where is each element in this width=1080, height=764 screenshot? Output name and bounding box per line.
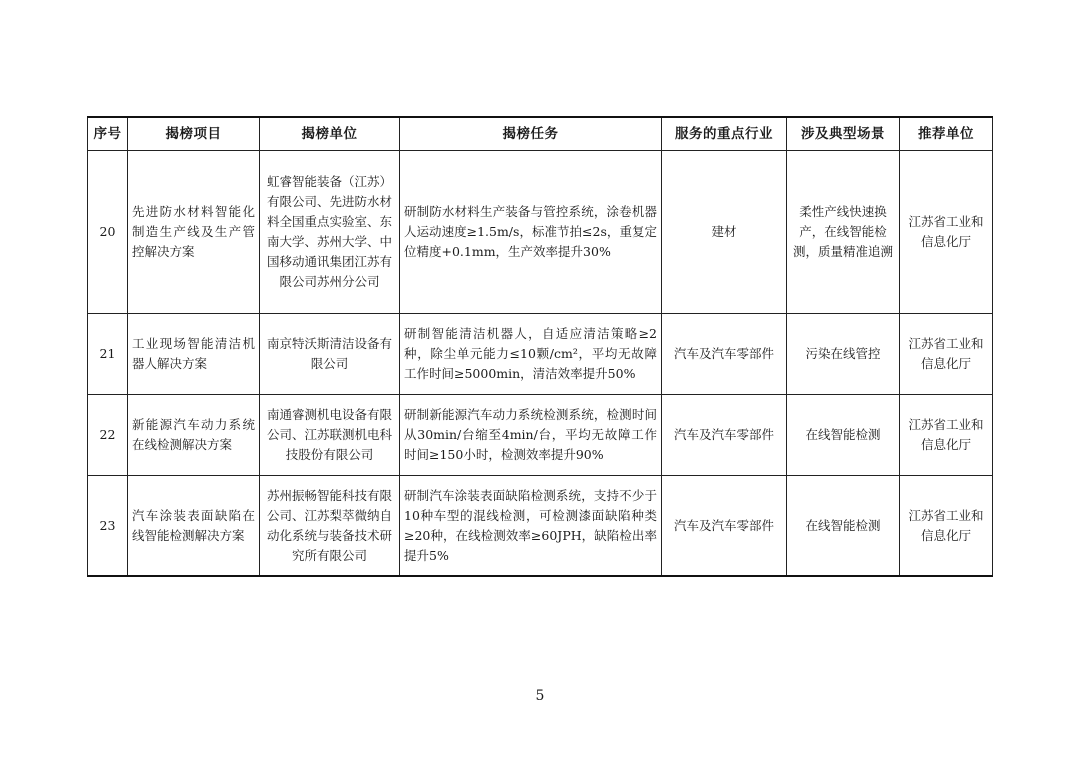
row-industry: 汽车及汽车零部件	[662, 395, 787, 476]
row-number: 23	[88, 476, 128, 577]
header-unit: 揭榜单位	[260, 117, 400, 151]
header-recommender: 推荐单位	[900, 117, 993, 151]
row-task: 研制新能源汽车动力系统检测系统，检测时间从30min/台缩至4min/台，平均无故障工作时间≥150小时，检测效率提升90%	[400, 395, 662, 476]
page-number: 5	[535, 688, 545, 704]
table-row	[88, 395, 993, 476]
row-scenario: 在线智能检测	[787, 395, 900, 476]
row-recommender: 江苏省工业和信息化厅	[900, 395, 993, 476]
table-row	[88, 314, 993, 395]
header-project: 揭榜项目	[128, 117, 260, 151]
row-unit: 南通睿测机电设备有限公司、江苏联测机电科技股份有限公司	[260, 395, 400, 476]
row-recommender: 江苏省工业和信息化厅	[900, 151, 993, 314]
row-industry: 汽车及汽车零部件	[662, 476, 787, 577]
header-scenario: 涉及典型场景	[787, 117, 900, 151]
project-table	[87, 116, 993, 577]
header-no: 序号	[88, 117, 128, 151]
row-unit: 苏州振畅智能科技有限公司、江苏梨萃微纳自动化系统与装备技术研究所有限公司	[260, 476, 400, 577]
row-recommender: 江苏省工业和信息化厅	[900, 314, 993, 395]
row-industry: 汽车及汽车零部件	[662, 314, 787, 395]
row-project: 新能源汽车动力系统在线检测解决方案	[128, 395, 260, 476]
row-task: 研制智能清洁机器人，自适应清洁策略≥2种，除尘单元能力≤10颗/cm²，平均无故障工作时间≥5000min，清洁效率提升50%	[400, 314, 662, 395]
header-industry: 服务的重点行业	[662, 117, 787, 151]
row-project: 先进防水材料智能化制造生产线及生产管控解决方案	[128, 151, 260, 314]
row-scenario: 柔性产线快速换产，在线智能检测，质量精准追溯	[787, 151, 900, 314]
table-row	[88, 151, 993, 314]
row-task: 研制汽车涂装表面缺陷检测系统，支持不少于10种车型的混线检测，可检测漆面缺陷种类≥20种，在线检测效率≥60JPH，缺陷检出率提升5%	[400, 476, 662, 577]
row-project: 汽车涂装表面缺陷在线智能检测解决方案	[128, 476, 260, 577]
row-recommender: 江苏省工业和信息化厅	[900, 476, 993, 577]
table-header-row	[88, 117, 993, 151]
row-task: 研制防水材料生产装备与管控系统，涂卷机器人运动速度≥1.5m/s，标准节拍≤2s，重复定位精度+0.1mm，生产效率提升30%	[400, 151, 662, 314]
row-scenario: 污染在线管控	[787, 314, 900, 395]
row-project: 工业现场智能清洁机器人解决方案	[128, 314, 260, 395]
row-number: 20	[88, 151, 128, 314]
table-row	[88, 476, 993, 577]
row-number: 22	[88, 395, 128, 476]
row-number: 21	[88, 314, 128, 395]
header-task: 揭榜任务	[400, 117, 662, 151]
row-industry: 建材	[662, 151, 787, 314]
row-scenario: 在线智能检测	[787, 476, 900, 577]
row-unit: 虹睿智能装备（江苏）有限公司、先进防水材料全国重点实验室、东南大学、苏州大学、中国移动通讯集团江苏有限公司苏州分公司	[260, 151, 400, 314]
row-unit: 南京特沃斯清洁设备有限公司	[260, 314, 400, 395]
